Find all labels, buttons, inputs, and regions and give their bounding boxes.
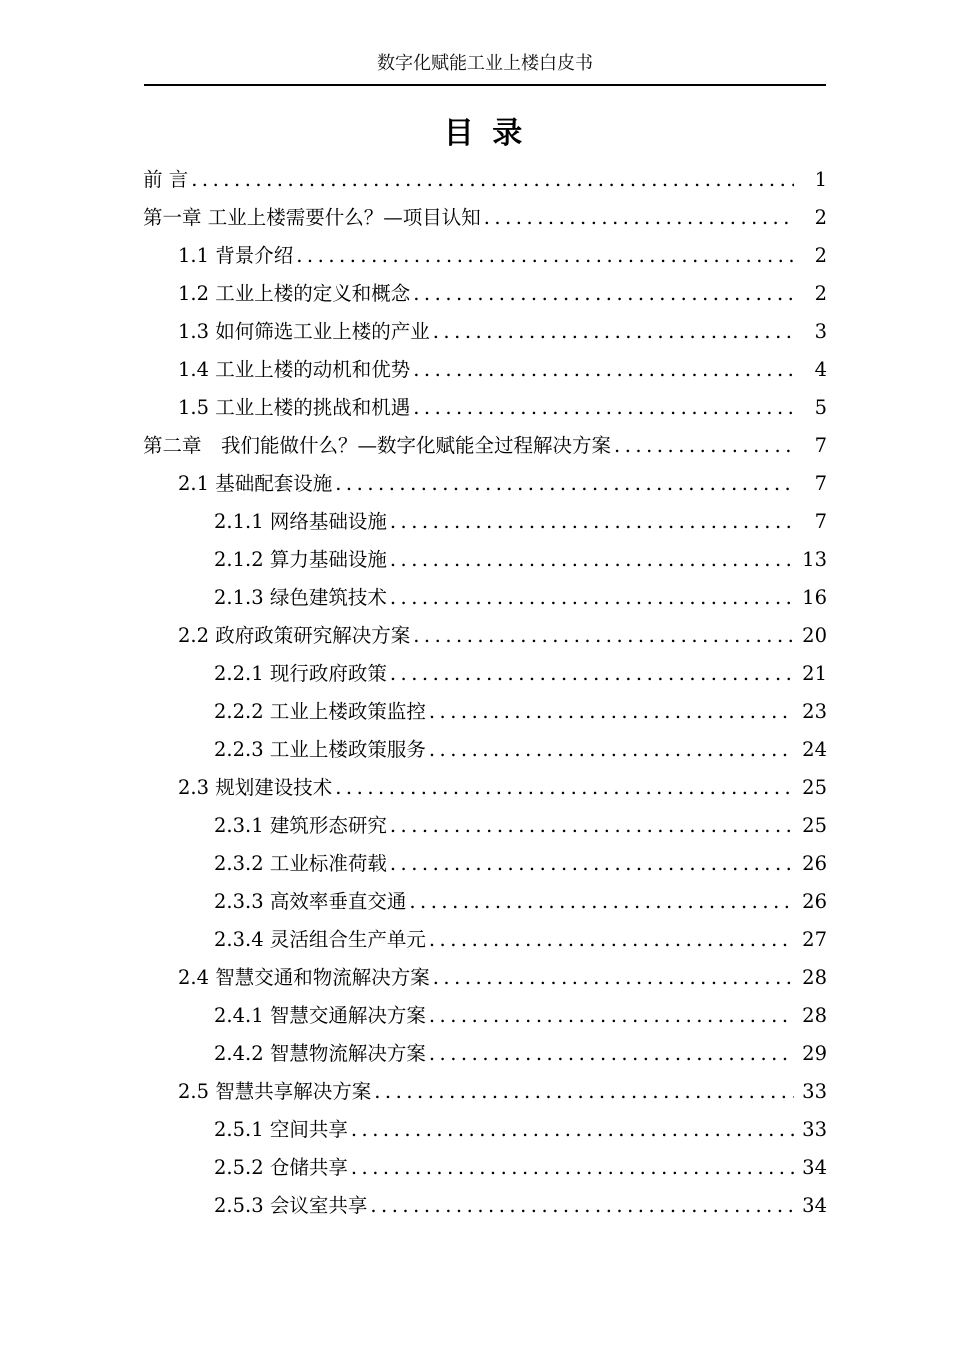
toc-title: 目 录 [443, 116, 527, 151]
toc-page-number: 7 [814, 510, 827, 533]
toc-entry-label: 2.1.2 算力基础设施 [214, 548, 387, 571]
toc-entry-label: 2.2.3 工业上楼政策服务 [214, 738, 426, 761]
toc-page-number: 24 [802, 738, 827, 761]
toc-dot-leader [429, 997, 794, 1035]
toc-entry-label: 2.5.3 会议室共享 [214, 1194, 368, 1217]
toc-dot-leader [614, 427, 794, 465]
toc-dot-leader [390, 655, 794, 693]
toc-dot-leader [390, 845, 794, 883]
toc-entry[interactable] [143, 693, 827, 731]
toc-page-number: 2 [814, 244, 827, 267]
toc-entry-label: 1.4 工业上楼的动机和优势 [178, 358, 411, 381]
toc-entry-label: 2.5.2 仓储共享 [214, 1156, 348, 1179]
toc-page-number: 34 [802, 1194, 827, 1217]
toc-entry[interactable] [143, 655, 827, 693]
toc-entry[interactable] [143, 807, 827, 845]
page-header-title: 数字化赋能工业上楼白皮书 [377, 53, 593, 74]
toc-dot-leader [390, 807, 794, 845]
toc-entry[interactable] [143, 1035, 827, 1073]
toc-page-number: 29 [802, 1042, 827, 1065]
toc-entry-label: 2.1.3 绿色建筑技术 [214, 586, 387, 609]
toc-dot-leader [296, 237, 794, 275]
toc-entry-label: 2.4 智慧交通和物流解决方案 [178, 966, 430, 989]
toc-page-number: 33 [802, 1080, 827, 1103]
toc-page-number: 23 [802, 700, 827, 723]
toc-dot-leader [409, 883, 794, 921]
toc-entry[interactable] [143, 313, 827, 351]
toc-dot-leader [429, 1035, 794, 1073]
toc-entry-label: 2.4.2 智慧物流解决方案 [214, 1042, 426, 1065]
toc-page-number: 2 [814, 282, 827, 305]
toc-page-number: 26 [802, 890, 827, 913]
toc-dot-leader [429, 921, 794, 959]
toc-page-number: 7 [814, 472, 827, 495]
toc-page-number: 21 [802, 662, 827, 685]
toc-page-number: 16 [802, 586, 827, 609]
toc-entry[interactable] [143, 1111, 827, 1149]
toc-page-number: 4 [814, 358, 827, 381]
toc-entry-label: 1.2 工业上楼的定义和概念 [178, 282, 411, 305]
toc-entry-label: 2.5 智慧共享解决方案 [178, 1080, 372, 1103]
toc-entry-label: 2.2.2 工业上楼政策监控 [214, 700, 426, 723]
toc-entry[interactable] [143, 389, 827, 427]
toc-dot-leader [390, 541, 794, 579]
toc-entry[interactable] [143, 579, 827, 617]
toc-page-number: 3 [814, 320, 827, 343]
toc-entry[interactable] [143, 1149, 827, 1187]
toc-entry-label: 2.2 政府政策研究解决方案 [178, 624, 411, 647]
toc-dot-leader [390, 579, 794, 617]
toc-entry-label: 1.5 工业上楼的挑战和机遇 [178, 396, 411, 419]
toc-dot-leader [429, 731, 794, 769]
toc-dot-leader [433, 313, 794, 351]
header-rule [144, 84, 826, 86]
toc-entry[interactable] [143, 541, 827, 579]
toc-entry-label: 2.1 基础配套设施 [178, 472, 333, 495]
toc-dot-leader [335, 769, 794, 807]
toc-entry[interactable] [143, 883, 827, 921]
toc-page-number: 13 [802, 548, 827, 571]
toc-page-number: 20 [802, 624, 827, 647]
toc-entry[interactable] [143, 465, 827, 503]
toc-page-number: 33 [802, 1118, 827, 1141]
toc-entry-label: 2.3.2 工业标准荷载 [214, 852, 387, 875]
toc-entry[interactable] [143, 731, 827, 769]
toc-dot-leader [484, 199, 794, 237]
toc-entry[interactable] [143, 427, 827, 465]
toc-page-number: 2 [814, 206, 827, 229]
toc-dot-leader [413, 617, 794, 655]
toc-page-number: 27 [802, 928, 827, 951]
toc-entry-label: 1.1 背景介绍 [178, 244, 294, 267]
toc-dot-leader [429, 693, 794, 731]
toc-entry-label: 2.3.4 灵活组合生产单元 [214, 928, 426, 951]
toc-entry-label: 第二章 我们能做什么？—数字化赋能全过程解决方案 [143, 434, 612, 457]
toc-entry[interactable] [143, 921, 827, 959]
toc-page-number: 5 [814, 396, 827, 419]
toc-entry-label: 2.4.1 智慧交通解决方案 [214, 1004, 426, 1027]
toc-entry-label: 2.2.1 现行政府政策 [214, 662, 387, 685]
toc-entry-label: 前 言 [143, 168, 189, 191]
toc-dot-leader [413, 275, 794, 313]
toc-entry[interactable] [143, 1187, 827, 1225]
toc-page-number: 1 [814, 168, 827, 191]
toc-entry-label: 2.1.1 网络基础设施 [214, 510, 387, 533]
toc-page-number: 25 [802, 776, 827, 799]
toc-entry[interactable] [143, 845, 827, 883]
toc-entry[interactable] [143, 959, 827, 997]
toc-entry-label: 2.3.3 高效率垂直交通 [214, 890, 407, 913]
toc-dot-leader [370, 1187, 794, 1225]
toc-entry[interactable] [143, 617, 827, 655]
toc-entry[interactable] [143, 769, 827, 807]
toc-entry[interactable] [143, 199, 827, 237]
toc-entry-label: 2.5.1 空间共享 [214, 1118, 348, 1141]
toc-entry-label: 第一章 工业上楼需要什么？—项目认知 [143, 206, 481, 229]
toc-entry-label: 1.3 如何筛选工业上楼的产业 [178, 320, 430, 343]
toc-page-number: 7 [814, 434, 827, 457]
toc-dot-leader [191, 161, 794, 199]
toc-dot-leader [351, 1111, 794, 1149]
toc-page-number: 34 [802, 1156, 827, 1179]
toc-entry[interactable] [143, 275, 827, 313]
toc-dot-leader [374, 1073, 794, 1111]
toc-dot-leader [351, 1149, 794, 1187]
toc-entry[interactable] [143, 503, 827, 541]
toc-entry-label: 2.3 规划建设技术 [178, 776, 333, 799]
toc-dot-leader [433, 959, 794, 997]
toc-dot-leader [335, 465, 794, 503]
toc-dot-leader [413, 351, 794, 389]
toc-dot-leader [390, 503, 794, 541]
toc-list [143, 161, 827, 1225]
toc-dot-leader [413, 389, 794, 427]
toc-entry[interactable] [143, 161, 827, 199]
toc-page-number: 26 [802, 852, 827, 875]
toc-page-number: 28 [802, 966, 827, 989]
toc-entry[interactable] [143, 997, 827, 1035]
toc-entry-label: 2.3.1 建筑形态研究 [214, 814, 387, 837]
toc-entry[interactable] [143, 237, 827, 275]
toc-entry[interactable] [143, 1073, 827, 1111]
toc-entry[interactable] [143, 351, 827, 389]
toc-page-number: 25 [802, 814, 827, 837]
toc-page-number: 28 [802, 1004, 827, 1027]
